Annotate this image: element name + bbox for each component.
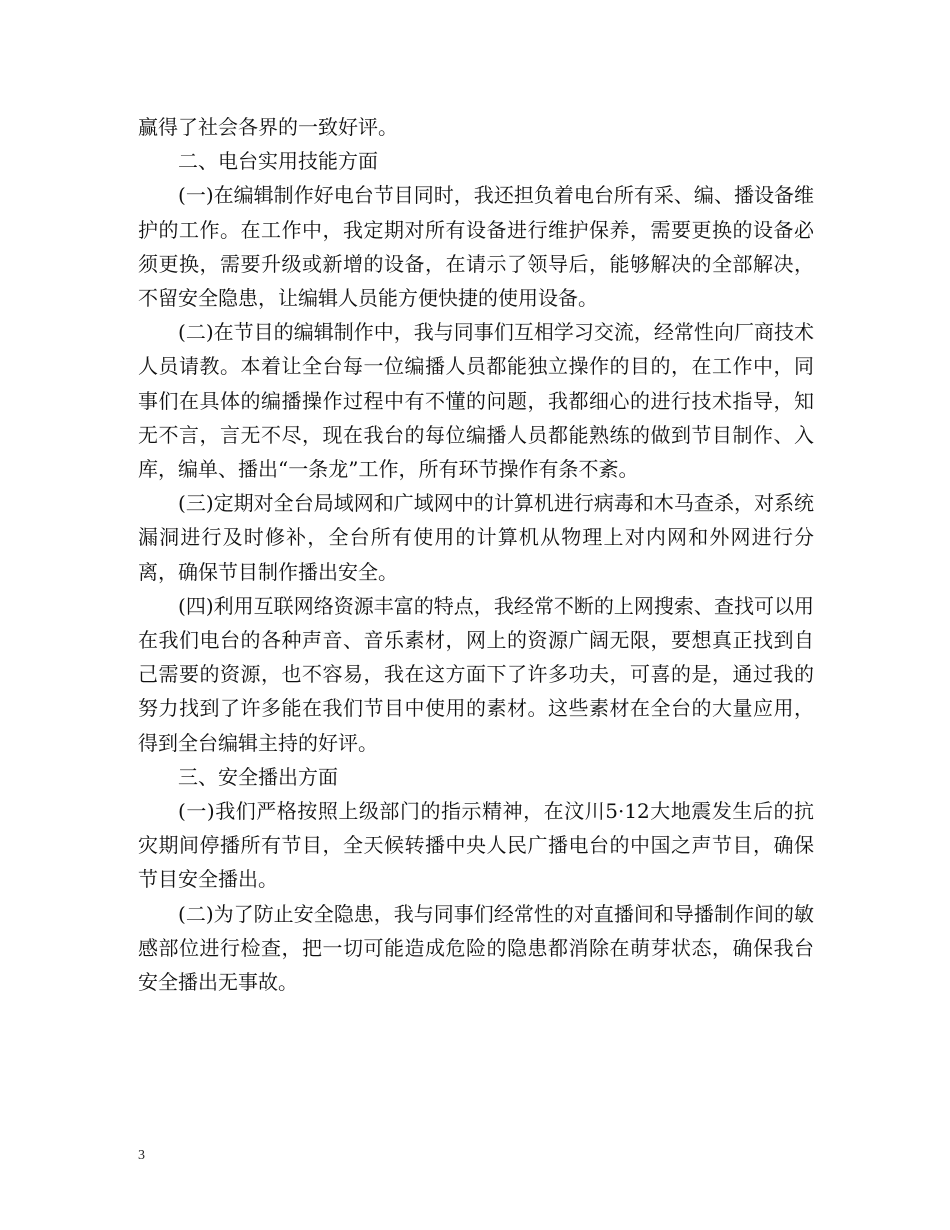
paragraph-network-security: (三)定期对全台局域网和广域网中的计算机进行病毒和木马查杀，对系统漏洞进行及时修补，全台所有使用的计算机从物理上对内网和外网进行分离，确保节目制作播出安全。 (138, 491, 814, 584)
paragraph-safety-inspection: (二)为了防止安全隐患，我与同事们经常性的对直播间和导播制作间的敏感部位进行检查，把一切可能造成危险的隐患都消除在萌芽状态，确保我台安全播出无事故。 (138, 901, 814, 995)
section-heading-radio-skills: 二、电台实用技能方面 (178, 149, 378, 174)
paragraph-continuation: 赢得了社会各界的一致好评。 (138, 115, 398, 139)
document-body (138, 110, 814, 999)
paragraph-equipment-maintenance: (一)在编辑制作好电台节目同时，我还担负着电台所有采、编、播设备维护的工作。在工作中，我定期对所有设备进行维护保养，需要更换的设备必须更换，需要升级或新增的设备，在请示了领导后，能够解决的全部解决，不留安全隐患，让编辑人员能方便快捷的使用设备。 (138, 183, 814, 311)
paragraph-technical-guidance: (二)在节目的编辑制作中，我与同事们互相学习交流，经常性向厂商技术人员请教。本着让全台每一位编播人员都能独立操作的目的，在工作中，同事们在具体的编播操作过程中有不懂的问题，我都细心的进行技术指导，知无不言，言无不尽，现在我台的每位编播人员都能熟练的做到节目制作、入库，编单、播出“一条龙”工作，所有环节操作有条不紊。 (138, 320, 814, 482)
section-heading-safe-broadcast: 三、安全播出方面 (178, 764, 338, 789)
page-number: 3 (138, 1148, 145, 1163)
paragraph-online-resources: (四)利用互联网络资源丰富的特点，我经常不断的上网搜索、查找可以用在我们电台的各种声音、音乐素材，网上的资源广阔无限，要想真正找到自己需要的资源，也不容易，我在这方面下了许多功夫，可喜的是，通过我的努力找到了许多能在我们节目中使用的素材。这些素材在全台的大量应用，得到全台编辑主持的好评。 (138, 593, 814, 755)
paragraph-earthquake-broadcast: (一)我们严格按照上级部门的指示精神，在汶川5·12大地震发生后的抗灾期间停播所有节目，全天候转播中央人民广播电台的中国之声节目，确保节目安全播出。 (138, 799, 814, 892)
